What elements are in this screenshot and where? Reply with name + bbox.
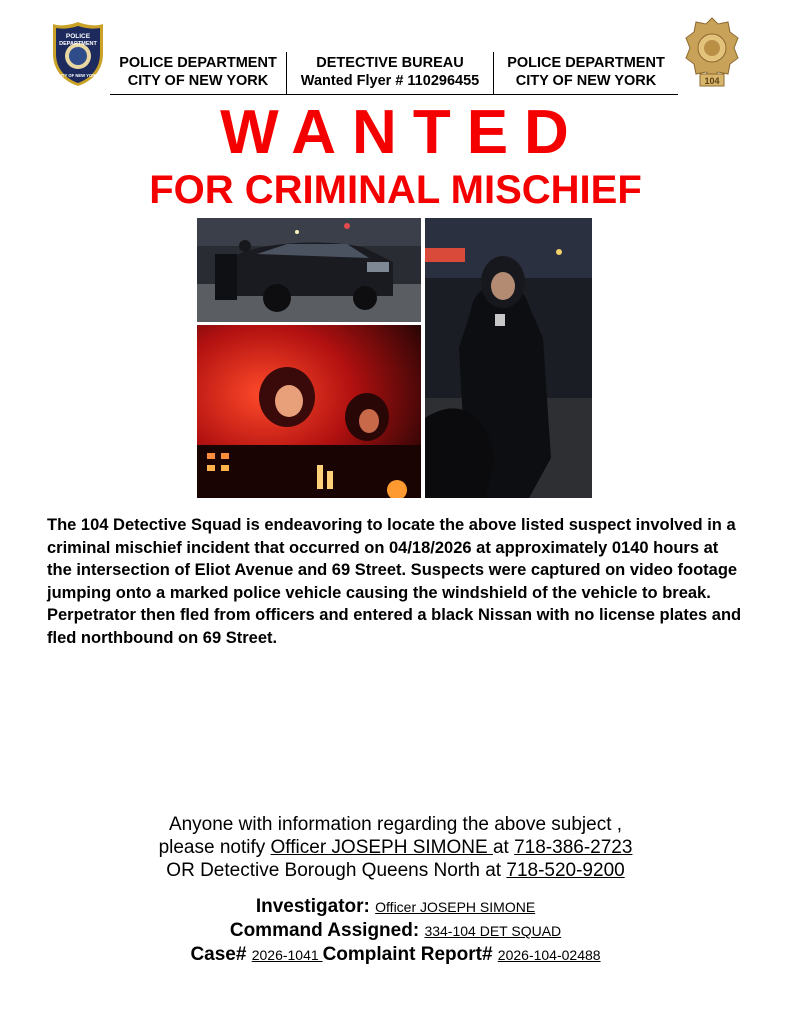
case-info [0, 895, 791, 967]
case-label: Case# [190, 944, 247, 965]
at-text: at [492, 837, 509, 858]
patch-line3: CITY OF NEW YORK [57, 73, 99, 78]
nypd-patch-icon [50, 20, 106, 88]
charge-title: FOR CRIMINAL MISCHIEF [149, 168, 642, 212]
detective-badge-icon [684, 16, 740, 90]
investigator-row [0, 895, 791, 919]
investigator-label: Investigator: [255, 896, 370, 917]
contact-line1: Anyone with information regarding the above subject , [168, 814, 623, 835]
suspect-photo-car [197, 218, 421, 322]
command-value: 334-104 DET SQUAD [424, 923, 562, 939]
or-text: OR Detective Borough Queens North at [166, 860, 502, 881]
contact-info [0, 813, 791, 882]
header-center-line2: Wanted Flyer # 110296455 [300, 73, 480, 89]
phone-2: 718-520-9200 [506, 860, 625, 881]
command-row [0, 919, 791, 943]
header-center-line1: DETECTIVE BUREAU [316, 55, 464, 71]
header-center [287, 52, 494, 94]
notify-prefix: please notify [158, 837, 266, 858]
suspect-photo-red [197, 325, 421, 498]
header [110, 52, 678, 95]
case-value: 2026-1041 [251, 947, 323, 963]
contact-line3 [0, 859, 791, 882]
officer-name: Officer JOSEPH SIMONE [270, 837, 493, 858]
complaint-label: Complaint Report# [322, 944, 493, 965]
header-left-line2: CITY OF NEW YORK [127, 73, 269, 89]
patch-line1: POLICE [65, 33, 91, 40]
incident-description: The 104 Detective Squad is endeavoring to locate the above listed suspect involved in a criminal mischief incident that occurred on 04/18/2026 at approximately 0140 hours at the intersection of Eliot Avenue and 69 Street. Suspects were captured on video footage jumping onto a marked police vehicle causing the windshield of the vehicle to break. Perpetrator then fled from officers and entered a black Nissan with no license plates and fled northbound on 69 Street. [47, 516, 742, 647]
suspect-photo-hooded [425, 218, 592, 498]
header-left-line1: POLICE DEPARTMENT [119, 55, 277, 71]
command-label: Command Assigned: [229, 920, 420, 941]
header-right-line1: POLICE DEPARTMENT [507, 55, 665, 71]
wanted-title: WANTED [220, 98, 585, 167]
badge-number: 104 [704, 76, 720, 86]
header-right-line2: CITY OF NEW YORK [515, 73, 657, 89]
investigator-value: Officer JOSEPH SIMONE [375, 899, 536, 915]
complaint-value: 2026-104-02488 [497, 947, 601, 963]
patch-line2: DEPARTMENT [59, 41, 97, 47]
contact-line2 [0, 836, 791, 859]
header-left [110, 52, 287, 94]
header-right [494, 52, 678, 94]
case-row [0, 943, 791, 967]
suspect-photo-collage [197, 218, 592, 498]
phone-1: 718-386-2723 [514, 837, 633, 858]
